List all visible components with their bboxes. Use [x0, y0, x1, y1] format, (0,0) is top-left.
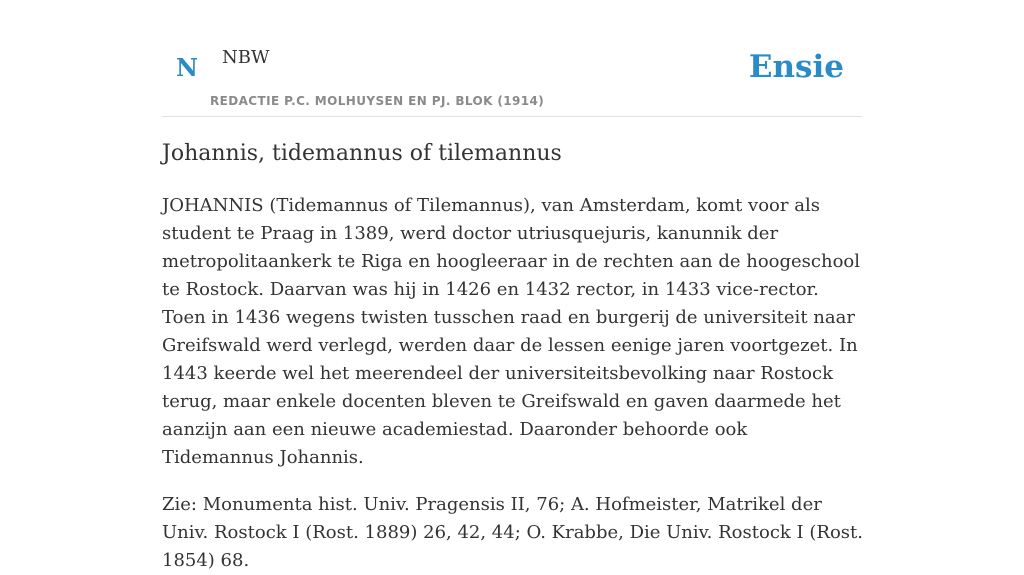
source-name[interactable]: NBW	[222, 47, 270, 68]
source-editors: REDACTIE P.C. MOLHUYSEN EN PJ. BLOK (1914)	[210, 94, 545, 108]
article	[162, 138, 864, 575]
site-header	[162, 0, 862, 117]
article-title: Johannis, tidemannus of tilemannus	[162, 141, 562, 166]
brand-logo[interactable]: Ensie	[748, 49, 844, 85]
source-logo[interactable]: N	[176, 53, 198, 82]
article-paragraph: JOHANNIS (Tidemannus of Tilemannus), van Amsterdam, komt voor als student te Praag in 1389, werd doctor utriusquejuris, kanunnik der metropolitaankerk te Riga en hoogleeraar in de rechten aan de hoogeschool te Rostock. Daarvan was hij in 1426 en 1432 rector, in 1433 vice-rector. Toen in 1436 wegens twisten tusschen raad en burgerij de universiteit naar Greifswald werd verlegd, werden daar de lessen eenige jaren voortgezet. In 1443 keerde wel het meerendeel der universiteitsbevolking naar Rostock terug, maar enkele docenten bleven te Greifswald en gaven daarmede het aanzijn aan een nieuwe academiestad. Daaronder behoorde ook Tidemannus Johannis.	[162, 195, 861, 468]
article-references: Zie: Monumenta hist. Univ. Pragensis II, 76; A. Hofmeister, Matrikel der Univ. Rostock I (Rost. 1889) 26, 42, 44; O. Krabbe, Die Univ. Rostock I (Rost. 1854) 68.	[162, 494, 863, 571]
